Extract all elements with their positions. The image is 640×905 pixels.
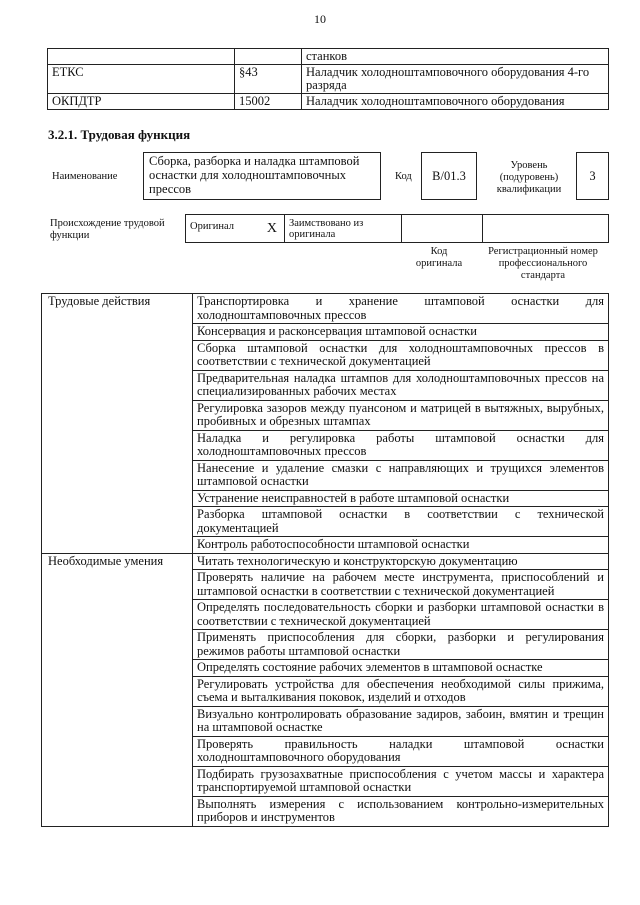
requirement-item: Нанесение и удаление смазки с направляющих и трущихся элементов штамповой оснастки — [193, 460, 609, 490]
table-cell: станков — [302, 49, 609, 65]
function-details-body — [42, 294, 609, 827]
requirement-item: Наладка и регулировка работы штамповой оснастки для холодноштамповочных прессов — [193, 430, 609, 460]
requirement-item: Предварительная наладка штампов для холодноштамповочных прессов на специализированных рабочих местах — [193, 370, 609, 400]
table-row — [186, 215, 609, 243]
table-row — [48, 65, 609, 94]
original-label: Оригинал — [190, 220, 234, 232]
table-row — [42, 294, 609, 324]
requirement-item: Проверять правильность наладки штамповой оснастки холодноштамповочного оборудования — [193, 736, 609, 766]
code-label: Код — [395, 171, 412, 182]
origin-code-caption: Код оригинала — [415, 246, 463, 269]
function-code-value: В/01.3 — [421, 152, 477, 200]
requirement-item: Читать технологическую и конструкторскую документацию — [193, 553, 609, 570]
requirement-item: Устранение неисправностей в работе штамповой оснастки — [193, 490, 609, 507]
level-value: 3 — [576, 152, 609, 200]
section-title: 3.2.1. Трудовая функция — [48, 127, 191, 142]
requirement-item: Регулировка зазоров между пуансоном и матрицей в вытяжных, вырубных, пробивных и обрезных штампах — [193, 400, 609, 430]
requirement-item: Транспортировка и хранение штамповой оснастки для холодноштамповочных прессов — [193, 294, 609, 324]
regnum-caption: Регистрационный номер профессионального стандарта — [488, 246, 598, 281]
requirement-item: Определять состояние рабочих элементов в штамповой оснастке — [193, 660, 609, 677]
table-cell: Наладчик холодноштамповочного оборудования — [302, 94, 609, 110]
requirement-item: Применять приспособления для сборки, разборки и регулирования режимов работы штамповой оснастки — [193, 630, 609, 660]
table-cell: §43 — [235, 65, 302, 94]
regnum-cell — [483, 215, 609, 243]
requirement-item: Сборка штамповой оснастки для холодноштамповочных прессов в соответствии с технической документацией — [193, 340, 609, 370]
borrowed-cell: Заимствовано из оригинала — [285, 215, 402, 243]
requirement-item: Визуально контролировать образование задиров, забоин, вмятин и трещин на штамповой оснастке — [193, 706, 609, 736]
category-label: Трудовые действия — [42, 294, 193, 554]
function-details-table — [41, 293, 609, 827]
origin-label: Происхождение трудовой функции — [50, 218, 165, 241]
requirement-item: Консервация и расконсервация штамповой оснастки — [193, 324, 609, 341]
original-mark: X — [266, 220, 277, 236]
table-row — [48, 49, 609, 65]
table-cell: Наладчик холодноштамповочного оборудования 4-го разряда — [302, 65, 609, 94]
table-cell — [235, 49, 302, 65]
category-label: Необходимые умения — [42, 553, 193, 826]
table-cell: ЕТКС — [48, 65, 235, 94]
requirement-item: Выполнять измерения с использованием контрольно-измерительных приборов и инструментов — [193, 796, 609, 826]
table-cell — [48, 49, 235, 65]
requirement-item: Определять последовательность сборки и разборки штамповой оснастки в соответствии с технической документацией — [193, 600, 609, 630]
table-row — [48, 94, 609, 110]
requirement-item: Регулировать устройства для обеспечения необходимой силы прижима, съема и выталкивания поковок, изделий и отходов — [193, 676, 609, 706]
function-name-value: Сборка, разборка и наладка штамповой оснастки для холодноштамповочных прессов — [143, 152, 381, 200]
table-cell: 15002 — [235, 94, 302, 110]
name-label: Наименование — [52, 171, 118, 182]
requirement-item: Контроль работоспособности штамповой оснастки — [193, 537, 609, 554]
requirement-item: Разборка штамповой оснастки в соответствии с технической документацией — [193, 507, 609, 537]
origin-table — [185, 214, 609, 243]
requirement-item: Проверять наличие на рабочем месте инструмента, приспособлений и штамповой оснастки в соответствии с технической документацией — [193, 570, 609, 600]
table-row — [42, 553, 609, 570]
table-cell: ОКПДТР — [48, 94, 235, 110]
original-cell — [186, 215, 285, 243]
page-number: 10 — [314, 12, 326, 26]
requirement-item: Подбирать грузозахватные приспособления с учетом массы и характера транспортируемой штамповой оснастки — [193, 766, 609, 796]
classification-table — [47, 48, 609, 110]
origin-code-cell — [402, 215, 483, 243]
level-label: Уровень (подуровень) квалификации — [496, 160, 562, 195]
